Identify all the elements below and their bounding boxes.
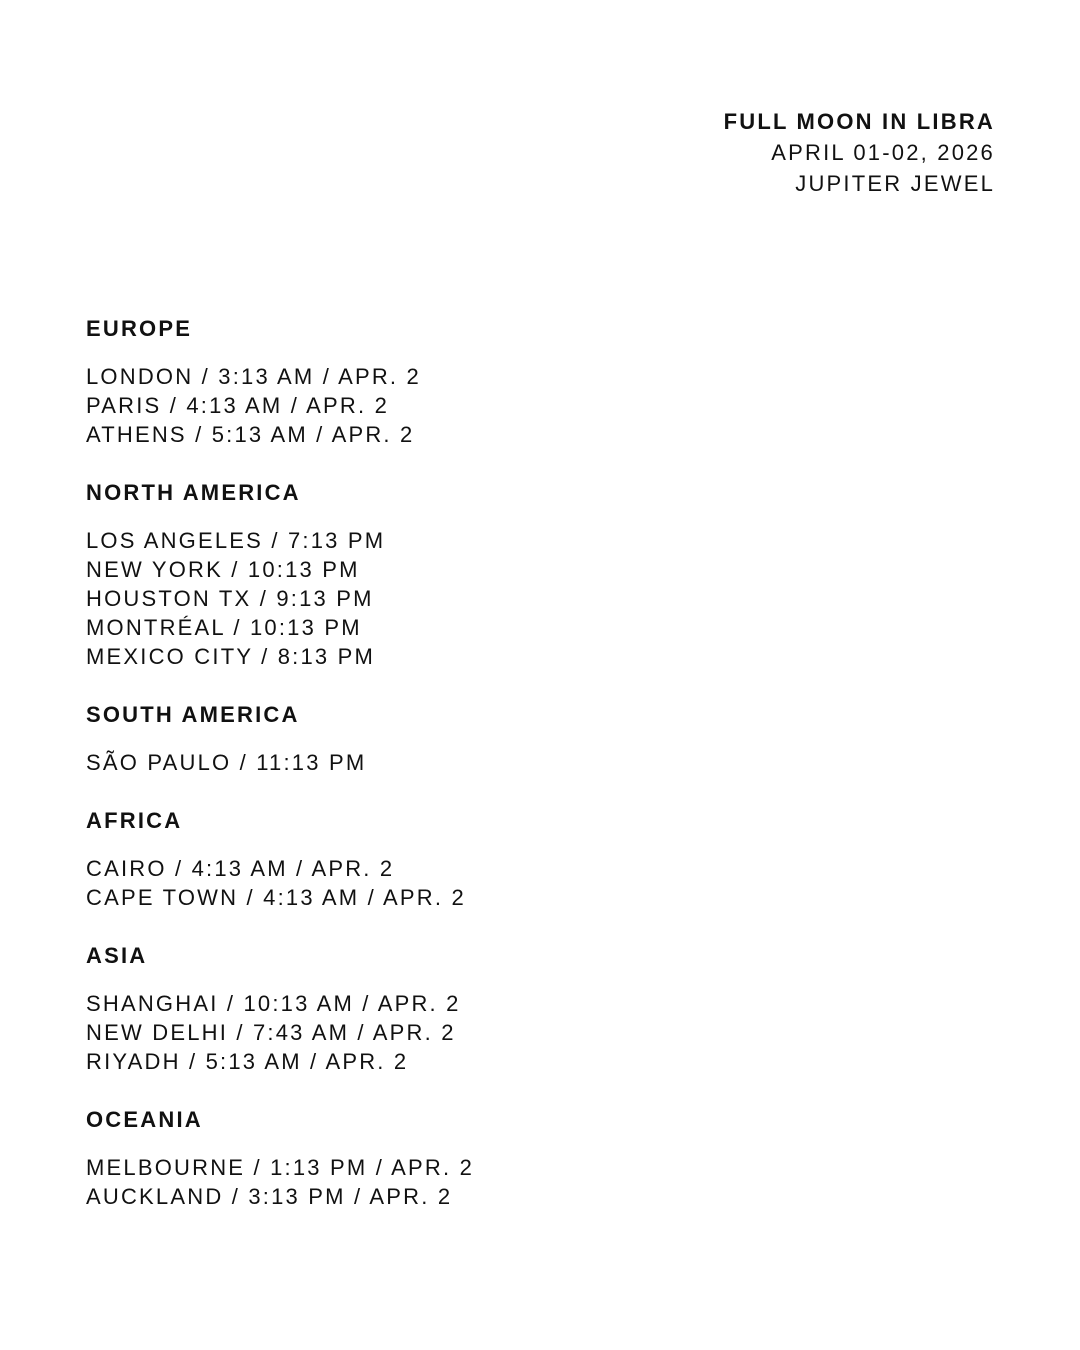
city-list bbox=[86, 526, 474, 671]
region-heading: OCEANIA bbox=[86, 1107, 203, 1132]
header bbox=[724, 106, 995, 199]
event-title: FULL MOON IN LIBRA bbox=[723, 109, 995, 134]
city-time-entry: SHANGHAI / 10:13 AM / APR. 2 bbox=[86, 991, 461, 1016]
city-time-entry: MEXICO CITY / 8:13 PM bbox=[86, 644, 376, 669]
city-list bbox=[86, 854, 474, 912]
region-heading: ASIA bbox=[86, 943, 148, 968]
region-heading: AFRICA bbox=[86, 808, 183, 833]
city-time-entry: HOUSTON TX / 9:13 PM bbox=[86, 586, 374, 611]
region-north-america bbox=[86, 478, 474, 671]
city-time-entry: LONDON / 3:13 AM / APR. 2 bbox=[86, 364, 421, 389]
region-heading: EUROPE bbox=[86, 316, 193, 341]
city-time-entry: LOS ANGELES / 7:13 PM bbox=[86, 528, 386, 553]
region-europe bbox=[86, 314, 474, 449]
city-time-entry: NEW YORK / 10:13 PM bbox=[86, 557, 360, 582]
city-time-entry: RIYADH / 5:13 AM / APR. 2 bbox=[86, 1049, 409, 1074]
city-time-entry: MELBOURNE / 1:13 PM / APR. 2 bbox=[86, 1155, 475, 1180]
regions-list bbox=[86, 314, 474, 1240]
city-time-entry: AUCKLAND / 3:13 PM / APR. 2 bbox=[86, 1184, 453, 1209]
region-asia bbox=[86, 941, 474, 1076]
city-list bbox=[86, 989, 474, 1076]
city-list bbox=[86, 362, 474, 449]
city-time-entry: NEW DELHI / 7:43 AM / APR. 2 bbox=[86, 1020, 456, 1045]
region-africa bbox=[86, 806, 474, 912]
region-south-america bbox=[86, 700, 474, 777]
region-heading: SOUTH AMERICA bbox=[86, 702, 300, 727]
region-heading: NORTH AMERICA bbox=[86, 480, 301, 505]
city-time-entry: SÃO PAULO / 11:13 PM bbox=[86, 750, 367, 775]
city-list bbox=[86, 748, 474, 777]
brand-name: JUPITER JEWEL bbox=[795, 171, 995, 196]
city-list bbox=[86, 1153, 474, 1211]
event-date: APRIL 01-02, 2026 bbox=[771, 140, 995, 165]
city-time-entry: MONTRÉAL / 10:13 PM bbox=[86, 615, 362, 640]
city-time-entry: CAPE TOWN / 4:13 AM / APR. 2 bbox=[86, 885, 466, 910]
city-time-entry: PARIS / 4:13 AM / APR. 2 bbox=[86, 393, 390, 418]
region-oceania bbox=[86, 1105, 474, 1211]
city-time-entry: ATHENS / 5:13 AM / APR. 2 bbox=[86, 422, 415, 447]
city-time-entry: CAIRO / 4:13 AM / APR. 2 bbox=[86, 856, 395, 881]
